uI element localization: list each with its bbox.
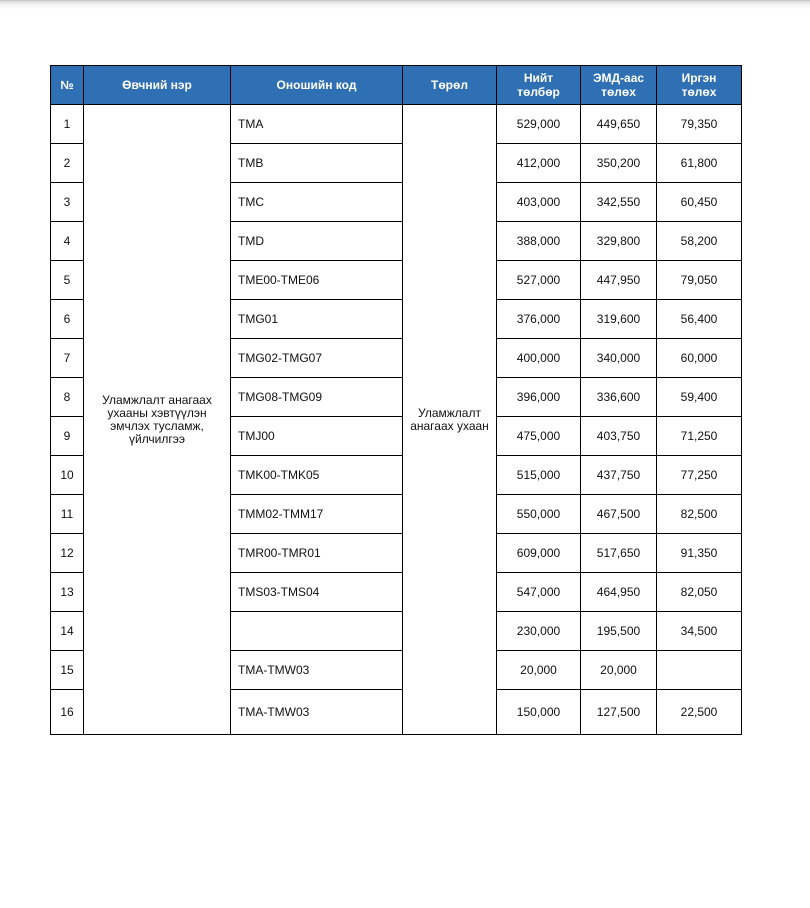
header-total-fee-line1: Нийт <box>523 71 554 85</box>
total-fee: 403,000 <box>497 183 581 222</box>
type-line2: анагаах ухаан <box>410 418 489 433</box>
row-number: 3 <box>51 183 84 222</box>
row-number: 12 <box>51 534 84 573</box>
citizen-pay: 34,500 <box>657 612 742 651</box>
diagnosis-code: TMK00-TMK05 <box>231 456 403 495</box>
row-number: 5 <box>51 261 84 300</box>
header-insurance-pay-line1: ЭМД-аас <box>592 71 645 85</box>
row-number: 7 <box>51 339 84 378</box>
insurance-pay: 447,950 <box>581 261 657 300</box>
row-number: 11 <box>51 495 84 534</box>
total-fee: 515,000 <box>497 456 581 495</box>
type-cell <box>403 105 497 735</box>
row-number: 6 <box>51 300 84 339</box>
page-top-edge <box>0 0 810 10</box>
row-number: 2 <box>51 144 84 183</box>
diagnosis-code: TMS03-TMS04 <box>231 573 403 612</box>
total-fee: 400,000 <box>497 339 581 378</box>
insurance-pay: 329,800 <box>581 222 657 261</box>
insurance-pay: 350,200 <box>581 144 657 183</box>
row-number: 8 <box>51 378 84 417</box>
diagnosis-code: TMM02-TMM17 <box>231 495 403 534</box>
citizen-pay: 79,350 <box>657 105 742 144</box>
header-insurance-pay-line2: төлөх <box>601 85 636 99</box>
total-fee: 230,000 <box>497 612 581 651</box>
citizen-pay: 60,000 <box>657 339 742 378</box>
disease-name-line2: ухааны хэвтүүлэн <box>107 405 207 420</box>
row-number: 15 <box>51 651 84 690</box>
citizen-pay <box>657 651 742 690</box>
diagnosis-code: TMA <box>231 105 403 144</box>
header-type: Төрөл <box>403 66 497 105</box>
citizen-pay: 58,200 <box>657 222 742 261</box>
header-total-fee <box>497 66 581 105</box>
insurance-pay: 195,500 <box>581 612 657 651</box>
disease-name-cell <box>84 105 231 735</box>
diagnosis-code: TMB <box>231 144 403 183</box>
row-number: 13 <box>51 573 84 612</box>
diagnosis-code: TMG01 <box>231 300 403 339</box>
row-number: 4 <box>51 222 84 261</box>
diagnosis-code: TMD <box>231 222 403 261</box>
disease-name-line4: үйлчилгээ <box>128 431 186 446</box>
header-no: № <box>51 66 84 105</box>
total-fee: 396,000 <box>497 378 581 417</box>
row-number: 16 <box>51 690 84 735</box>
citizen-pay: 59,400 <box>657 378 742 417</box>
header-total-fee-line2: төлбөр <box>517 85 560 99</box>
row-number: 9 <box>51 417 84 456</box>
diagnosis-code: TMG02-TMG07 <box>231 339 403 378</box>
header-citizen-pay-line1: Иргэн <box>681 71 717 85</box>
diagnosis-code: TMA-TMW03 <box>231 690 403 735</box>
insurance-pay: 340,000 <box>581 339 657 378</box>
insurance-pay: 467,500 <box>581 495 657 534</box>
insurance-pay: 437,750 <box>581 456 657 495</box>
diagnosis-code <box>231 612 403 651</box>
citizen-pay: 82,050 <box>657 573 742 612</box>
citizen-pay: 56,400 <box>657 300 742 339</box>
total-fee: 412,000 <box>497 144 581 183</box>
total-fee: 529,000 <box>497 105 581 144</box>
total-fee: 20,000 <box>497 651 581 690</box>
row-number: 1 <box>51 105 84 144</box>
insurance-pay: 127,500 <box>581 690 657 735</box>
total-fee: 550,000 <box>497 495 581 534</box>
insurance-pay: 319,600 <box>581 300 657 339</box>
citizen-pay: 91,350 <box>657 534 742 573</box>
citizen-pay: 71,250 <box>657 417 742 456</box>
diagnosis-code: TMC <box>231 183 403 222</box>
citizen-pay: 22,500 <box>657 690 742 735</box>
citizen-pay: 61,800 <box>657 144 742 183</box>
header-disease-name: Өвчний нэр <box>84 66 231 105</box>
diagnosis-code: TMG08-TMG09 <box>231 378 403 417</box>
total-fee: 150,000 <box>497 690 581 735</box>
citizen-pay: 77,250 <box>657 456 742 495</box>
disease-name-line3: эмчлэх тусламж, <box>110 418 204 433</box>
citizen-pay: 79,050 <box>657 261 742 300</box>
citizen-pay: 82,500 <box>657 495 742 534</box>
insurance-pay: 342,550 <box>581 183 657 222</box>
total-fee: 609,000 <box>497 534 581 573</box>
type-line1: Уламжлалт <box>418 405 481 420</box>
header-citizen-pay <box>657 66 742 105</box>
fee-table <box>50 65 742 735</box>
table-header-row <box>51 66 742 105</box>
total-fee: 547,000 <box>497 573 581 612</box>
diagnosis-code: TMJ00 <box>231 417 403 456</box>
total-fee: 376,000 <box>497 300 581 339</box>
diagnosis-code: TMR00-TMR01 <box>231 534 403 573</box>
table-row <box>51 105 742 144</box>
insurance-pay: 449,650 <box>581 105 657 144</box>
insurance-pay: 464,950 <box>581 573 657 612</box>
total-fee: 388,000 <box>497 222 581 261</box>
insurance-pay: 336,600 <box>581 378 657 417</box>
row-number: 10 <box>51 456 84 495</box>
insurance-pay: 20,000 <box>581 651 657 690</box>
disease-name-line1: Уламжлалт анагаах <box>102 392 212 407</box>
header-insurance-pay <box>581 66 657 105</box>
citizen-pay: 60,450 <box>657 183 742 222</box>
header-citizen-pay-line2: төлөх <box>681 85 717 99</box>
total-fee: 527,000 <box>497 261 581 300</box>
insurance-pay: 403,750 <box>581 417 657 456</box>
diagnosis-code: TME00-TME06 <box>231 261 403 300</box>
insurance-pay: 517,650 <box>581 534 657 573</box>
header-diagnosis-code: Оношийн код <box>231 66 403 105</box>
diagnosis-code: TMA-TMW03 <box>231 651 403 690</box>
row-number: 14 <box>51 612 84 651</box>
total-fee: 475,000 <box>497 417 581 456</box>
